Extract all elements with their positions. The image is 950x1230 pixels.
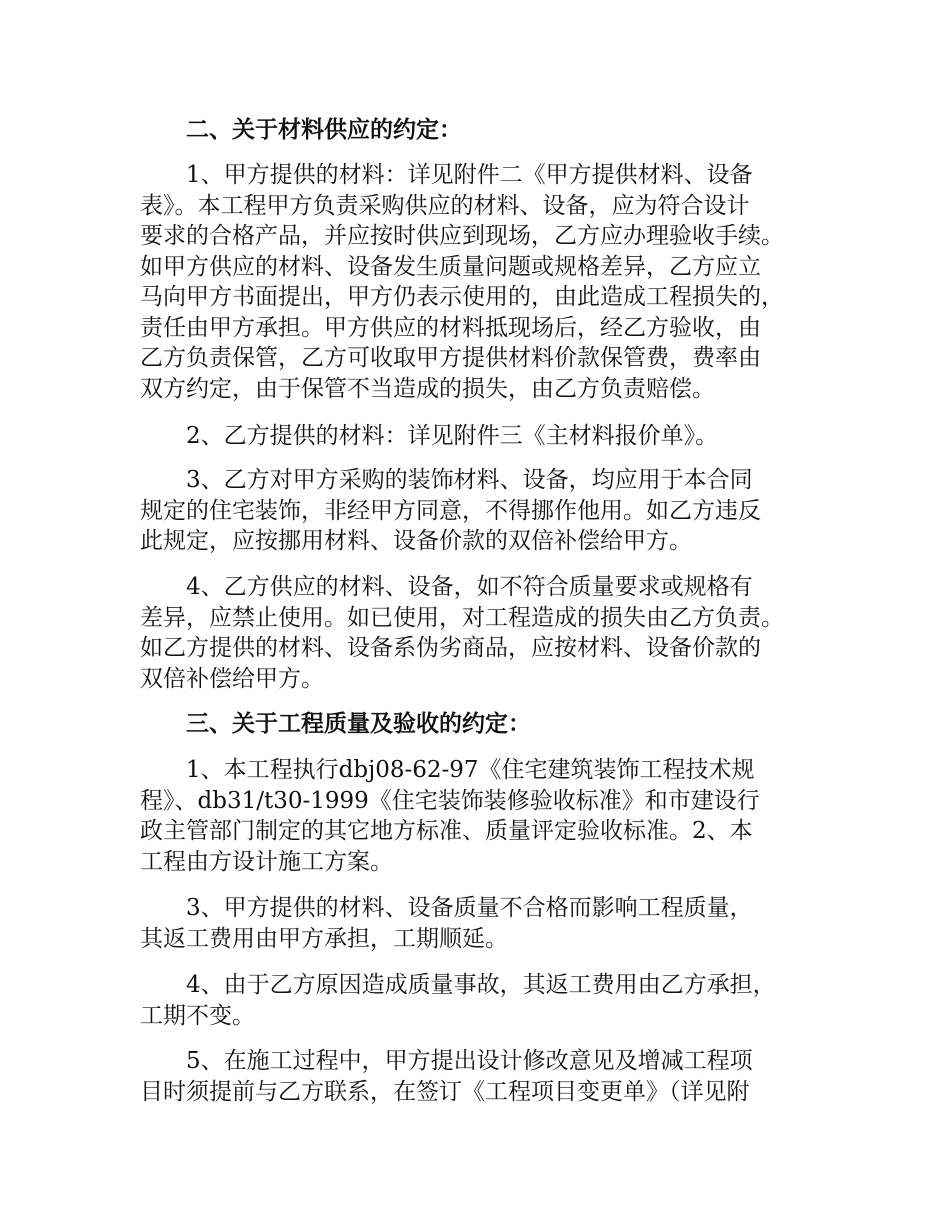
paragraph bbox=[140, 893, 820, 954]
paragraph bbox=[140, 465, 820, 557]
paragraph-line: 如甲方供应的材料、设备发生质量问题或规格差异，乙方应立 bbox=[140, 253, 761, 280]
paragraph-line: 4、乙方供应的材料、设备，如不符合质量要求或规格有 bbox=[186, 574, 753, 600]
paragraph-line: 5、在施工过程中，甲方提出设计修改意见及增减工程项 bbox=[186, 1048, 753, 1074]
paragraph-line: 此规定，应按挪用材料、设备价款的双倍补偿给甲方。 bbox=[140, 528, 692, 554]
paragraph-line: 2、乙方提供的材料：详见附件三《主材料报价单》。 bbox=[186, 423, 719, 449]
paragraph-line: 程》、db31/t30-1999《住宅装饰装修验收标准》和市建设行 bbox=[140, 787, 760, 814]
paragraph bbox=[140, 755, 820, 877]
section-heading bbox=[140, 115, 820, 146]
paragraph-line: 表》。本工程甲方负责采购供应的材料、设备，应为符合设计 bbox=[140, 192, 750, 219]
paragraph-line: 3、乙方对甲方采购的装饰材料、设备，均应用于本合同 bbox=[186, 467, 753, 493]
paragraph-line: 双倍补偿给甲方。 bbox=[140, 665, 324, 692]
paragraph-line: 工程由方设计施工方案。 bbox=[140, 848, 393, 875]
paragraph-line: 如乙方提供的材料、设备系伪劣商品，应按材料、设备价款的 bbox=[140, 635, 761, 661]
paragraph-line: 3、甲方提供的材料、设备质量不合格而影响工程质量， bbox=[186, 895, 753, 921]
paragraph-line: 目时须提前与乙方联系，在签订《工程项目变更单》（详见附 bbox=[140, 1078, 750, 1105]
paragraph-line: 1、本工程执行dbj08-62-97《住宅建筑装饰工程技术规 bbox=[186, 757, 755, 783]
paragraph-line: 责任由甲方承担。甲方供应的材料抵现场后，经乙方验收，由 bbox=[140, 314, 761, 341]
paragraph-line: 乙方负责保管，乙方可收取甲方提供材料价款保管费，费率由 bbox=[140, 345, 761, 371]
heading-text: 三、关于工程质量及验收的约定： bbox=[186, 710, 531, 737]
paragraph-line: 其返工费用由甲方承担，工期顺延。 bbox=[140, 925, 508, 952]
paragraph-line: 4、由于乙方原因造成质量事故，其返工费用由乙方承担， bbox=[186, 972, 776, 998]
paragraph-line: 马向甲方书面提出，甲方仍表示使用的，由此造成工程损失的， bbox=[140, 284, 784, 310]
paragraph-line: 规定的住宅装饰，非经甲方同意，不得挪作他用。如乙方违反 bbox=[140, 497, 761, 524]
paragraph-line: 差异，应禁止使用。如已使用，对工程造成的损失由乙方负责。 bbox=[140, 604, 784, 631]
paragraph-line: 工期不变。 bbox=[140, 1002, 255, 1029]
section-heading bbox=[140, 709, 820, 740]
heading-text: 二、关于材料供应的约定： bbox=[186, 116, 462, 143]
paragraph bbox=[140, 160, 820, 404]
paragraph-line: 双方约定，由于保管不当造成的损失，由乙方负责赔偿。 bbox=[140, 375, 715, 402]
paragraph-line: 要求的合格产品，并应按时供应到现场，乙方应办理验收手续。 bbox=[140, 223, 784, 249]
paragraph bbox=[140, 421, 820, 452]
paragraph bbox=[140, 572, 820, 694]
paragraph-line: 政主管部门制定的其它地方标准、质量评定验收标准。2、本 bbox=[140, 818, 753, 844]
paragraph bbox=[140, 970, 820, 1031]
paragraph bbox=[140, 1046, 820, 1107]
paragraph-line: 1、甲方提供的材料：详见附件二《甲方提供材料、设备 bbox=[186, 162, 753, 188]
